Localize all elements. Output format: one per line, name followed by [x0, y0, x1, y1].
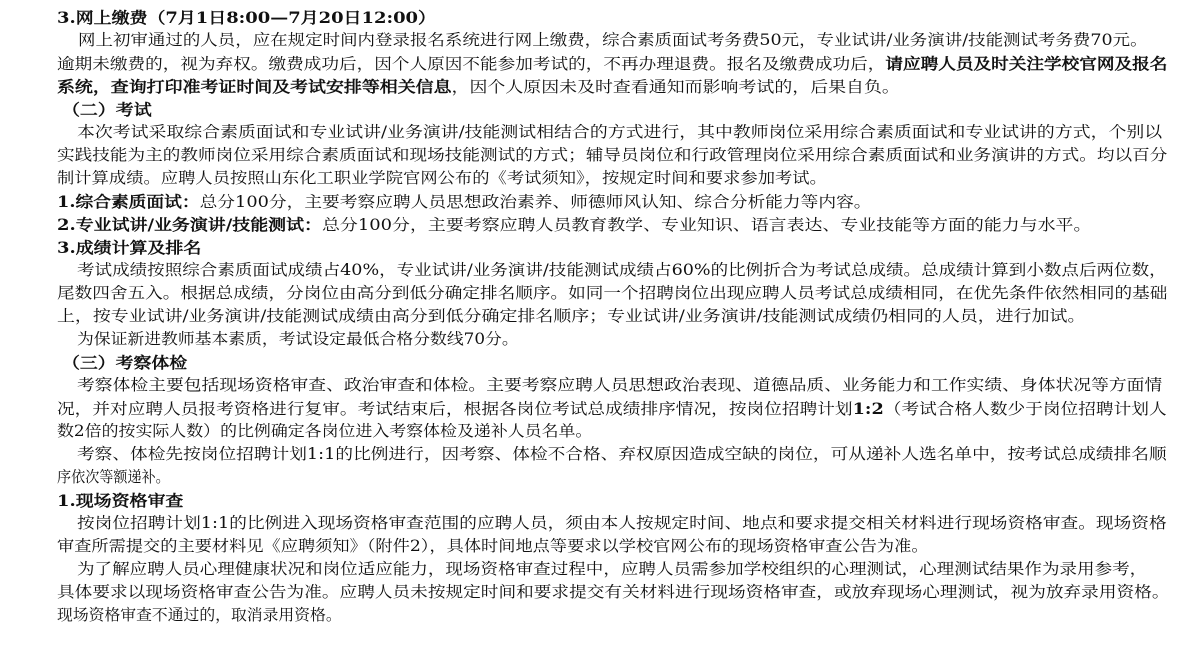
- body-text: 考察、体检先按岗位招聘计划1:1的比例进行，因考察、体检不合格、弃权原因造成空缺的岗位，可从递补人选名单中，按考试总成绩排名顺: [77, 445, 1167, 463]
- bold-text: 1.综合素质面试：: [57, 192, 200, 211]
- bold-text: （二）考试: [62, 100, 152, 119]
- body-text: 上，按专业试讲/业务演讲/技能测试成绩由高分到低分确定排名顺序；专业试讲/业务演讲/技能测试成绩仍相同的人员，进行加试。: [57, 307, 1086, 325]
- body-text: 总分100分，主要考察应聘人员思想政治素养、师德师风认知、综合分析能力等内容。: [199, 193, 872, 211]
- bold-text: 1.现场资格审查: [57, 491, 184, 510]
- text-line: [57, 489, 183, 512]
- body-text: 网上初审通过的人员，应在规定时间内登录报名系统进行网上缴费，综合素质面试考务费50元，专业试讲/业务演讲/技能测试考务费70元。: [78, 31, 1148, 49]
- text-line: [57, 282, 1167, 305]
- bold-text: 请应聘人员及时关注学校官网及报名: [885, 54, 1168, 73]
- body-text: 为了解应聘人员心理健康状况和岗位适应能力，现场资格审查过程中，应聘人员需参加学校组织的心理测试，心理测试结果作为录用参考，: [77, 560, 1148, 578]
- text-line: [57, 190, 872, 213]
- bold-text: （三）考察体检: [62, 353, 188, 372]
- body-text: 审查所需提交的主要材料见《应聘须知》（附件2），具体时间地点等要求以学校官网公布的现场资格审查公告为准。: [57, 537, 929, 555]
- text-line: [57, 75, 900, 98]
- body-text: 数2倍的按实际人数）的比例确定各岗位进入考察体检及递补人员名单。: [57, 422, 593, 440]
- text-line: [77, 443, 1167, 466]
- body-text: 制计算成绩。应聘人员按照山东化工职业学院官网公布的《考试须知》，按规定时间和要求参加考试。: [57, 169, 827, 187]
- bold-text: 1:2: [852, 399, 884, 418]
- text-line: [62, 351, 187, 374]
- body-text: 具体要求以现场资格审查公告为准。应聘人员未按规定时间和要求提交有关材料进行现场资格审查，或放弃现场心理测试，视为放弃录用资格。: [57, 583, 1170, 601]
- bold-text: 系统，查询打印准考证时间及考试安排等相关信息: [57, 77, 452, 96]
- bold-text: 2.专业试讲/业务演讲/技能测试：: [57, 215, 322, 234]
- text-line: [57, 213, 1091, 236]
- body-text: 序依次等额递补。: [57, 468, 170, 486]
- text-line: [78, 29, 1148, 52]
- text-line: [62, 98, 152, 121]
- body-text: 考察体检主要包括现场资格审查、政治审查和体检。主要考察应聘人员思想政治表现、道德品质、业务能力和工作实绩、身体状况等方面情: [77, 376, 1163, 394]
- text-line: [77, 121, 1162, 144]
- text-line: [77, 512, 1167, 535]
- text-line: [57, 6, 436, 29]
- text-line: [57, 167, 827, 190]
- bold-text: 3.成绩计算及排名: [57, 238, 202, 257]
- text-line: [57, 397, 1167, 420]
- body-text: 考试成绩按照综合素质面试成绩占40%，专业试讲/业务演讲/技能测试成绩占60%的比例折合为考试总成绩。总成绩计算到小数点后两位数，: [77, 261, 1167, 279]
- body-text: （考试合格人数少于岗位招聘计划人: [883, 400, 1167, 418]
- body-text: 实践技能为主的教师岗位采用综合素质面试和现场技能测试的方式；辅导员岗位和行政管理岗位采用综合素质面试和业务演讲的方式。均以百分: [57, 146, 1168, 164]
- body-text: 况，并对应聘人员报考资格进行复审。考试结束后，根据各岗位考试总成绩排序情况，按岗位招聘计划: [57, 400, 853, 418]
- body-text: 现场资格审查不通过的，取消录用资格。: [57, 606, 342, 624]
- body-text: 尾数四舍五入。根据总成绩，分岗位由高分到低分确定排名顺序。如同一个招聘岗位出现应聘人员考试总成绩相同，在优先条件依然相同的基础: [57, 284, 1168, 302]
- text-line: [57, 581, 1169, 604]
- body-text: 总分100分，主要考察应聘人员教育教学、专业知识、语言表达、专业技能等方面的能力与水平。: [321, 216, 1092, 234]
- text-line: [57, 420, 592, 443]
- body-text: 本次考试采取综合素质面试和专业试讲/业务演讲/技能测试相结合的方式进行，其中教师岗位采用综合素质面试和专业试讲的方式，个别以: [77, 123, 1163, 141]
- text-line: [57, 144, 1167, 167]
- text-line: [57, 305, 1085, 328]
- text-line: [77, 328, 519, 351]
- text-line: [57, 466, 170, 489]
- body-text: 逾期未缴费的，视为弃权。缴费成功后，因个人原因不能参加考试的，不再办理退费。报名及缴费成功后，: [57, 55, 886, 73]
- body-text: 按岗位招聘计划1:1的比例进入现场资格审查范围的应聘人员，须由本人按规定时间、地点和要求提交相关材料进行现场资格审查。现场资格: [77, 514, 1167, 532]
- bold-text: 3.网上缴费（7月1日8:00—7月20日12:00）: [57, 8, 436, 27]
- body-text: ，因个人原因未及时查看通知而影响考试的，后果自负。: [451, 78, 900, 96]
- body-text: 为保证新进教师基本素质，考试设定最低合格分数线70分。: [77, 330, 519, 348]
- text-line: [77, 374, 1162, 397]
- text-line: [57, 52, 1167, 75]
- text-line: [57, 236, 201, 259]
- text-line: [57, 604, 342, 627]
- text-line: [57, 535, 929, 558]
- text-line: [77, 259, 1167, 282]
- text-line: [77, 558, 1147, 581]
